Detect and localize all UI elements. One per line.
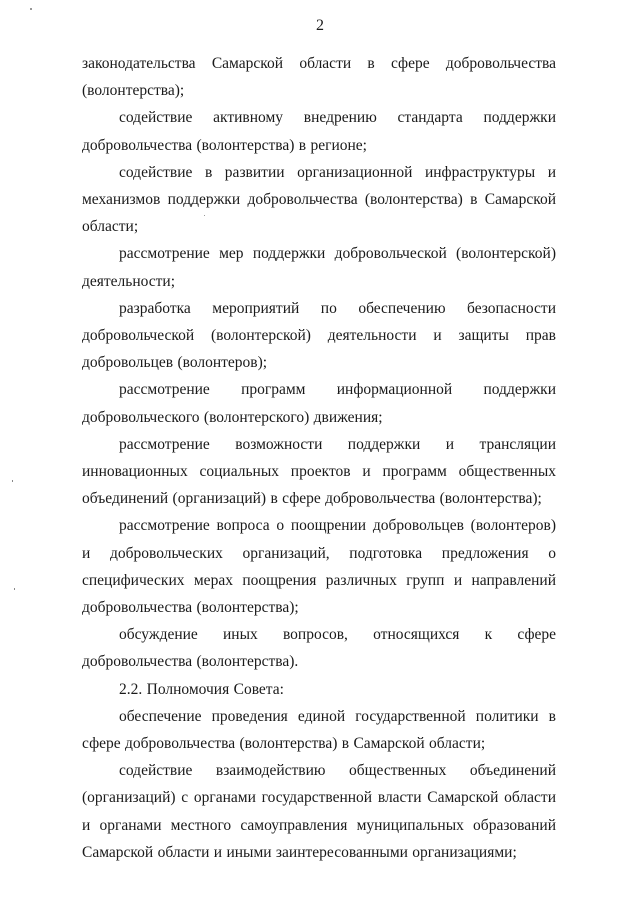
page-number: 2 — [316, 17, 324, 34]
scan-artifact — [30, 8, 32, 10]
document-body — [82, 50, 556, 866]
paragraph-4: рассмотрение мер поддержки добровольческой (волонтерской) деятельности; — [82, 245, 556, 290]
paragraph-11: обеспечение проведения единой государственной политики в сфере добровольчества (волонтерства) в Самарской области; — [82, 707, 556, 753]
paragraph-3: содействие в развитии организационной инфраструктуры и механизмов поддержки добровольчества (волонтерства) в Самарской области; — [82, 163, 556, 236]
paragraph-9: обсуждение иных вопросов, относящихся к сфере добровольчества (волонтерства). — [82, 626, 556, 671]
paragraph-1: законодательства Самарской области в сфере добровольчества (волонтерства); — [82, 55, 556, 100]
paragraph-12: содействие взаимодействию общественных объединений (организаций) с органами государственной власти Самарской области и органами местного самоуправления муниципальных образований Самарской области и иными заинтересованными организациями; — [82, 762, 556, 861]
scan-artifact — [12, 480, 13, 482]
paragraph-2: содействие активному внедрению стандарта поддержки добровольчества (волонтерства) в регионе; — [82, 109, 556, 154]
paragraph-6: рассмотрение программ информационной поддержки добровольческого (волонтерского) движения; — [82, 381, 556, 426]
paragraph-8: рассмотрение вопроса о поощрении добровольцев (волонтеров) и добровольческих организаций, подготовка предложения о специфических мерах поощрения различных групп и направлений добровольчества (волонтерства); — [82, 517, 556, 617]
scan-artifact — [204, 215, 205, 216]
paragraph-5: разработка мероприятий по обеспечению безопасности добровольческой (волонтерской) деятельности и защиты прав добровольцев (волонтеров); — [82, 299, 556, 372]
section-heading-2-2: 2.2. Полномочия Совета: — [119, 680, 284, 698]
scan-artifact — [14, 588, 15, 590]
paragraph-7: рассмотрение возможности поддержки и трансляции инновационных социальных проектов и программ общественных объединений (организаций) в сфере добровольчества (волонтерства); — [82, 435, 556, 508]
